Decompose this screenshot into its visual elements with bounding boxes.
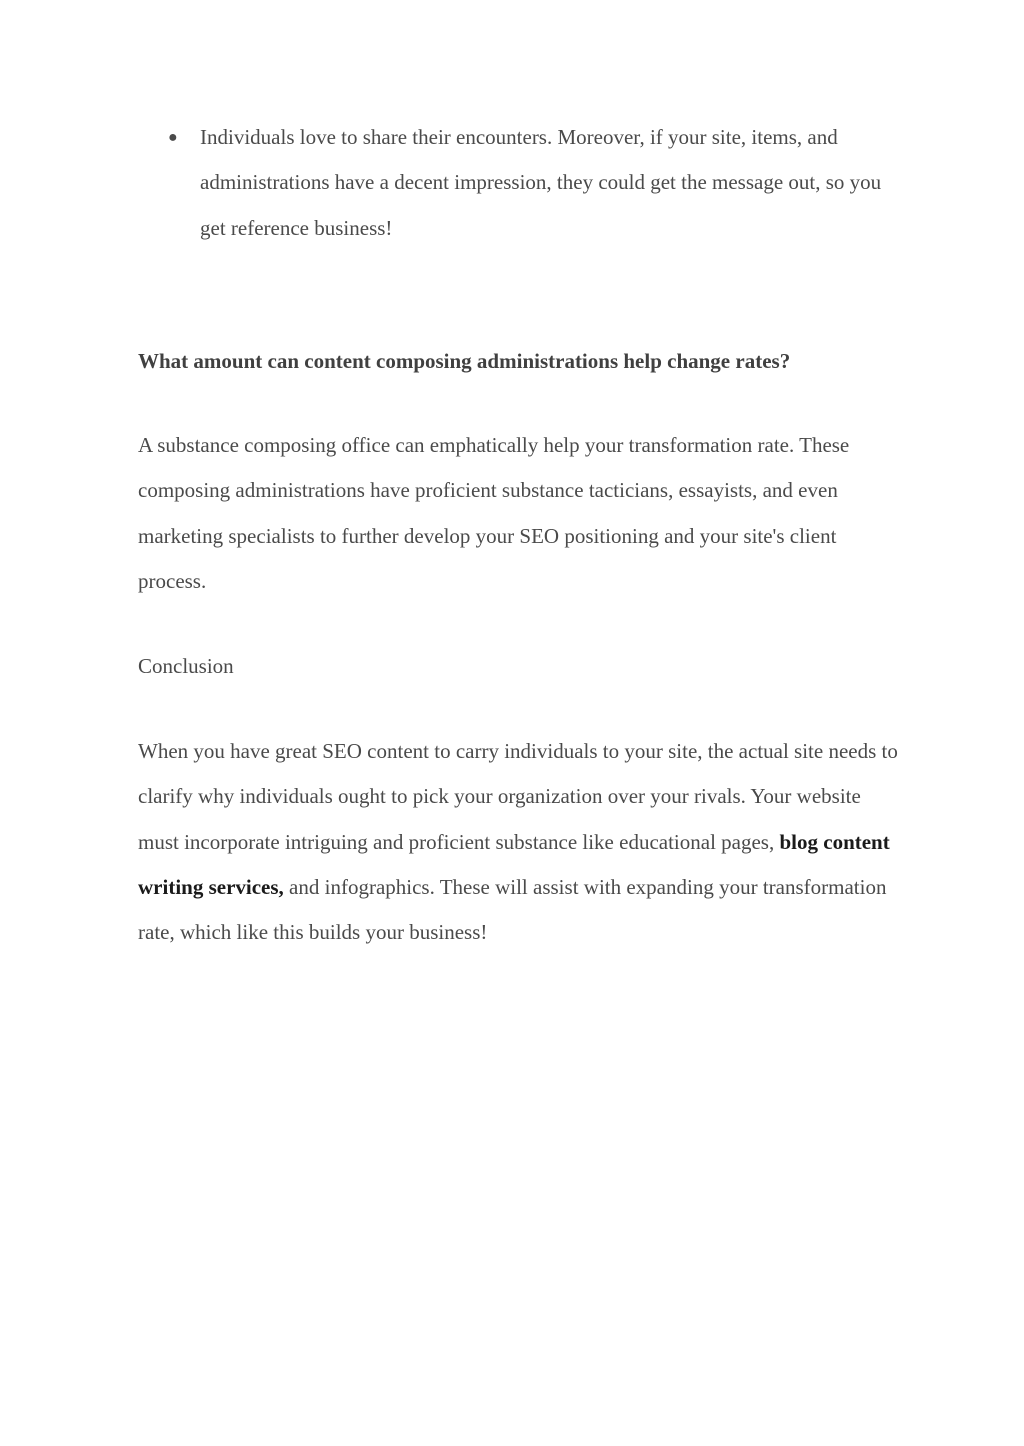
paragraph-conversion: A substance composing office can emphatically help your transformation rate. These composing administrations have proficient substance tacticians, essayists, and even marketing specialists to further develop your SEO positioning and your site's client process.	[138, 433, 850, 593]
bullet-text: Individuals love to share their encounters. Moreover, if your site, items, and administrations have a decent impression, they could get the message out, so you get reference business!	[200, 125, 882, 240]
bullet-icon: ●	[168, 129, 178, 146]
blog-writing-link[interactable]: blog content writing services,	[138, 829, 890, 899]
section-heading: What amount can content composing administrations help change rates?	[138, 349, 791, 373]
paragraph-text-end: and infographics. These will assist with expanding your transformation rate, which like this builds your business!	[138, 874, 887, 945]
paragraph-conclusion	[138, 729, 898, 955]
conclusion-label: Conclusion	[138, 654, 234, 678]
bullet-list	[168, 115, 898, 251]
paragraph-text-start: When you have great SEO content to carry individuals to your site, the actual site needs to clarify why individuals ought to pick your organization over your rivals. Your website must incorporate intriguing and proficient substance like educational pages,	[138, 739, 898, 854]
list-item	[168, 115, 898, 251]
